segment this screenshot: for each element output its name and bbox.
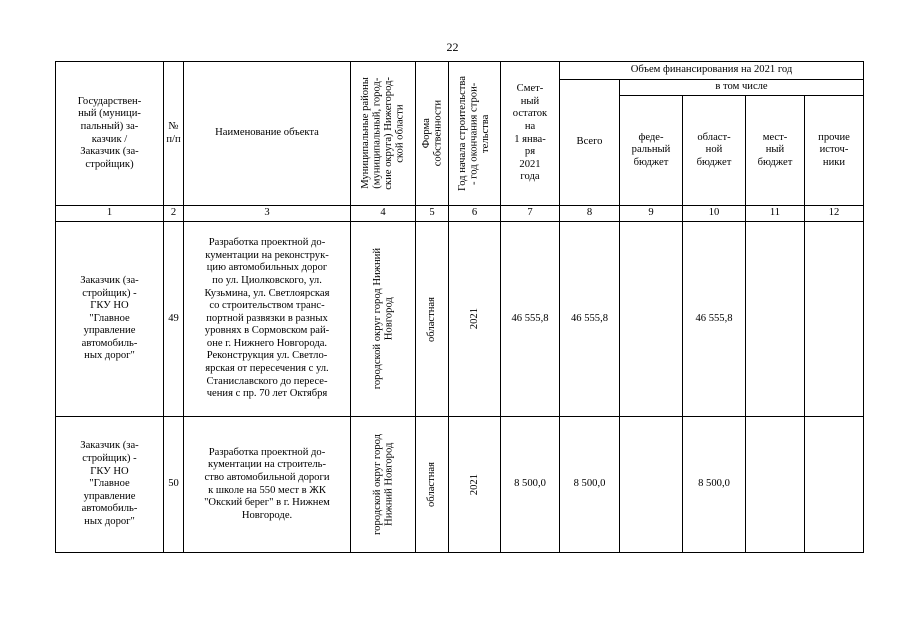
row-num: 50 (164, 417, 184, 553)
header-district: Муниципальные районы (муниципальный, город- ские округа) Нижегород- ской области (351, 62, 416, 206)
column-number: 6 (449, 206, 501, 222)
row-object-name: Разработка проектной до- кументации на реконструк- цию автомобильных дорог по ул. Циолковского, ул. Кузьмина, ул. Светлоярская со строительством транс- портной развязки в разных уровнях в Сормовском рай- оне г. Нижнего Новгорода. Реконструкция ул. Светло- ярская от пересечения с ул. Станиславского до пересе- чения с пр. 70 лет Октября (184, 222, 351, 417)
row-num: 49 (164, 222, 184, 417)
row-district: городской округ город Нижний Новгород (351, 222, 416, 417)
row-total: 46 555,8 (560, 222, 620, 417)
table-row (56, 417, 864, 553)
header-years: Год начала строительства - год окончания строи- тельства (449, 62, 501, 206)
header-local: мест- ный бюджет (746, 96, 805, 206)
page-number: 22 (446, 40, 459, 54)
header-num: № п/п (164, 62, 184, 206)
row-customer: Заказчик (за- стройщик) - ГКУ НО "Главное управление автомобиль- ных дорог" (56, 222, 164, 417)
header-ownership: Форма собственности (416, 62, 449, 206)
row-federal (620, 222, 683, 417)
table-row (56, 222, 864, 417)
row-estimate: 46 555,8 (501, 222, 560, 417)
row-total: 8 500,0 (560, 417, 620, 553)
row-district: городской округ город Нижний Новгород (351, 417, 416, 553)
row-object-name: Разработка проектной до- кументации на строитель- ство автомобильной дороги к школе на 550 мест в ЖК "Окский берег" в г. Нижнем Новгороде. (184, 417, 351, 553)
row-regional: 8 500,0 (683, 417, 746, 553)
header-estimate: Смет- ный остаток на 1 янва- ря 2021 года (501, 62, 560, 206)
column-number: 11 (746, 206, 805, 222)
header-object-name: Наименование объекта (184, 62, 351, 206)
column-number: 12 (805, 206, 864, 222)
header-including: в том числе (620, 80, 864, 96)
header-total: Всего (560, 80, 620, 206)
column-number: 9 (620, 206, 683, 222)
column-numbers-row (56, 206, 864, 222)
column-number: 5 (416, 206, 449, 222)
row-local (746, 222, 805, 417)
row-regional: 46 555,8 (683, 222, 746, 417)
column-number: 2 (164, 206, 184, 222)
row-local (746, 417, 805, 553)
header-other: прочие источ- ники (805, 96, 864, 206)
investment-table (55, 61, 864, 553)
row-customer: Заказчик (за- стройщик) - ГКУ НО "Главное управление автомобиль- ных дорог" (56, 417, 164, 553)
row-other (805, 222, 864, 417)
column-number: 1 (56, 206, 164, 222)
row-federal (620, 417, 683, 553)
row-ownership: областная (416, 417, 449, 553)
row-other (805, 417, 864, 553)
header-customer: Государствен- ный (муници- пальный) за- казчик / Заказчик (за- стройщик) (56, 62, 164, 206)
column-number: 4 (351, 206, 416, 222)
column-number: 8 (560, 206, 620, 222)
row-ownership: областная (416, 222, 449, 417)
column-number: 3 (184, 206, 351, 222)
column-number: 7 (501, 206, 560, 222)
header-regional: област- ной бюджет (683, 96, 746, 206)
column-number: 10 (683, 206, 746, 222)
row-estimate: 8 500,0 (501, 417, 560, 553)
header-funding-group: Объем финансирования на 2021 год (560, 62, 864, 80)
row-year: 2021 (449, 222, 501, 417)
header-federal: феде- ральный бюджет (620, 96, 683, 206)
row-year: 2021 (449, 417, 501, 553)
